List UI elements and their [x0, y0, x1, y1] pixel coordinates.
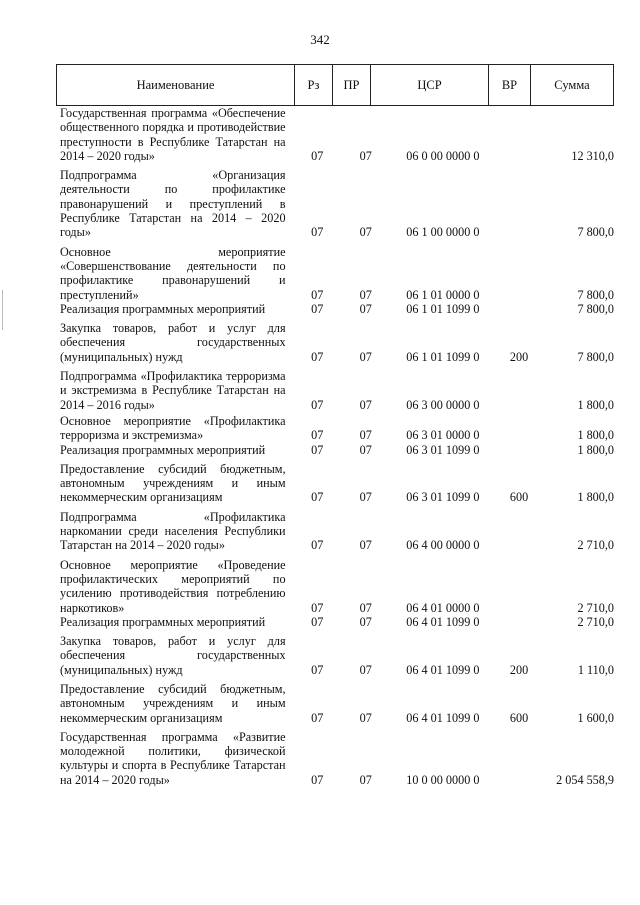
cell-rz: 07	[311, 538, 324, 553]
table-row	[56, 682, 614, 725]
cell-pr: 07	[359, 349, 372, 364]
cell-name: Подпрограмма «Организация деятельности по профилактике правонарушений и преступлений в Республике Татарстан на 2014 – 2020 годы»	[60, 168, 286, 240]
cell-vr: 600	[509, 490, 529, 505]
cell-rz: 07	[311, 225, 324, 240]
cell-name: Основное мероприятие «Совершенствование деятельности по профилактике правонарушений и преступлений»	[60, 244, 286, 302]
cell-pr: 07	[359, 710, 372, 725]
cell-sum: 2 710,0	[577, 538, 614, 553]
column-header-pr: ПР	[332, 64, 370, 106]
cell-name: Государственная программа «Развитие молодежной политики, физической культуры и спорта в Республике Татарстан на 2014 – 2020 годы»	[60, 729, 286, 787]
cell-rz: 07	[311, 442, 324, 457]
scan-margin-mark	[2, 290, 3, 330]
cell-sum: 2 710,0	[577, 600, 614, 615]
cell-name: Основное мероприятие «Профилактика терроризма и экстремизма»	[60, 413, 286, 443]
cell-csr: 06 3 01 1099 0	[406, 442, 480, 457]
cell-pr: 07	[359, 442, 372, 457]
column-header-vr: ВР	[488, 64, 530, 106]
table-row	[56, 168, 614, 239]
cell-csr: 06 4 00 0000 0	[406, 538, 480, 553]
cell-csr: 06 4 01 0000 0	[406, 600, 480, 615]
table-row	[56, 369, 614, 412]
cell-csr: 06 3 01 1099 0	[406, 490, 480, 505]
cell-rz: 07	[311, 301, 324, 316]
cell-rz: 07	[311, 710, 324, 725]
cell-name: Реализация программных мероприятий	[60, 442, 266, 457]
cell-rz: 07	[311, 397, 324, 412]
cell-rz: 07	[311, 772, 324, 787]
cell-pr: 07	[359, 428, 372, 443]
table-row	[56, 634, 614, 677]
cell-pr: 07	[359, 772, 372, 787]
cell-csr: 06 1 01 0000 0	[406, 287, 480, 302]
cell-pr: 07	[359, 301, 372, 316]
cell-name: Предоставление субсидий бюджетным, автономным учреждениям и иным некоммерческим организациям	[60, 681, 286, 725]
cell-sum: 1 800,0	[577, 397, 614, 412]
table-row	[56, 462, 614, 505]
cell-pr: 07	[359, 287, 372, 302]
cell-csr: 06 1 01 1099 0	[406, 301, 480, 316]
table-header	[56, 64, 614, 106]
page-number: 342	[310, 32, 330, 47]
cell-pr: 07	[359, 600, 372, 615]
cell-csr: 06 0 00 0000 0	[406, 148, 480, 163]
cell-rz: 07	[311, 148, 324, 163]
cell-vr: 200	[509, 349, 529, 364]
cell-name: Государственная программа «Обеспечение общественного порядка и противодействие преступности в Республике Татарстан на 2014 – 2020 годы»	[60, 106, 286, 163]
column-header-csr: ЦСР	[370, 64, 488, 106]
cell-name: Закупка товаров, работ и услуг для обеспечения государственных (муниципальных) нужд	[60, 634, 286, 677]
cell-sum: 7 800,0	[577, 301, 614, 316]
cell-csr: 10 0 00 0000 0	[406, 772, 480, 787]
table-row	[56, 510, 614, 553]
cell-csr: 06 3 00 0000 0	[406, 397, 480, 412]
cell-rz: 07	[311, 287, 324, 302]
table-row	[56, 245, 614, 302]
cell-sum: 1 800,0	[577, 428, 614, 443]
cell-pr: 07	[359, 490, 372, 505]
cell-name: Подпрограмма «Профилактика терроризма и экстремизма в Республике Татарстан на 2014 – 2016 годы»	[60, 369, 286, 412]
table-row	[56, 414, 614, 443]
column-header-rz: Рз	[294, 64, 332, 106]
cell-name: Основное мероприятие «Проведение профилактических мероприятий по усилению противодействия потреблению наркотиков»	[60, 557, 286, 615]
table-row	[56, 730, 614, 787]
cell-sum: 7 800,0	[577, 287, 614, 302]
cell-csr: 06 1 01 1099 0	[406, 349, 480, 364]
cell-rz: 07	[311, 614, 324, 629]
cell-csr: 06 4 01 1099 0	[406, 710, 480, 725]
cell-sum: 2 054 558,9	[556, 772, 614, 787]
cell-rz: 07	[311, 428, 324, 443]
cell-name: Подпрограмма «Профилактика наркомании среди населения Республики Татарстан на 2014 – 2020 годы»	[60, 509, 286, 553]
table-row	[56, 302, 614, 316]
cell-pr: 07	[359, 614, 372, 629]
cell-name: Закупка товаров, работ и услуг для обеспечения государственных (муниципальных) нужд	[60, 321, 286, 364]
cell-sum: 12 310,0	[571, 148, 614, 163]
cell-vr: 600	[509, 710, 529, 725]
table-row	[56, 615, 614, 629]
table-row	[56, 106, 614, 163]
cell-pr: 07	[359, 538, 372, 553]
cell-pr: 07	[359, 397, 372, 412]
cell-rz: 07	[311, 490, 324, 505]
cell-sum: 1 800,0	[577, 490, 614, 505]
cell-pr: 07	[359, 225, 372, 240]
cell-pr: 07	[359, 148, 372, 163]
cell-csr: 06 4 01 1099 0	[406, 614, 480, 629]
cell-name: Реализация программных мероприятий	[60, 614, 266, 629]
cell-rz: 07	[311, 662, 324, 677]
table-row	[56, 443, 614, 457]
table-row	[56, 321, 614, 364]
cell-rz: 07	[311, 349, 324, 364]
cell-sum: 1 800,0	[577, 442, 614, 457]
cell-sum: 1 110,0	[577, 662, 614, 677]
cell-csr: 06 4 01 1099 0	[406, 662, 480, 677]
cell-name: Реализация программных мероприятий	[60, 301, 266, 316]
cell-csr: 06 3 01 0000 0	[406, 428, 480, 443]
column-header-sum: Сумма	[530, 64, 614, 106]
cell-rz: 07	[311, 600, 324, 615]
cell-csr: 06 1 00 0000 0	[406, 225, 480, 240]
cell-name: Предоставление субсидий бюджетным, автономным учреждениям и иным некоммерческим организациям	[60, 461, 286, 505]
cell-pr: 07	[359, 662, 372, 677]
table-row	[56, 558, 614, 615]
cell-vr: 200	[509, 662, 529, 677]
column-header-name: Наименование	[56, 64, 294, 106]
cell-sum: 7 800,0	[577, 349, 614, 364]
cell-sum: 2 710,0	[577, 614, 614, 629]
cell-sum: 1 600,0	[577, 710, 614, 725]
table-body	[56, 106, 614, 787]
cell-sum: 7 800,0	[577, 225, 614, 240]
